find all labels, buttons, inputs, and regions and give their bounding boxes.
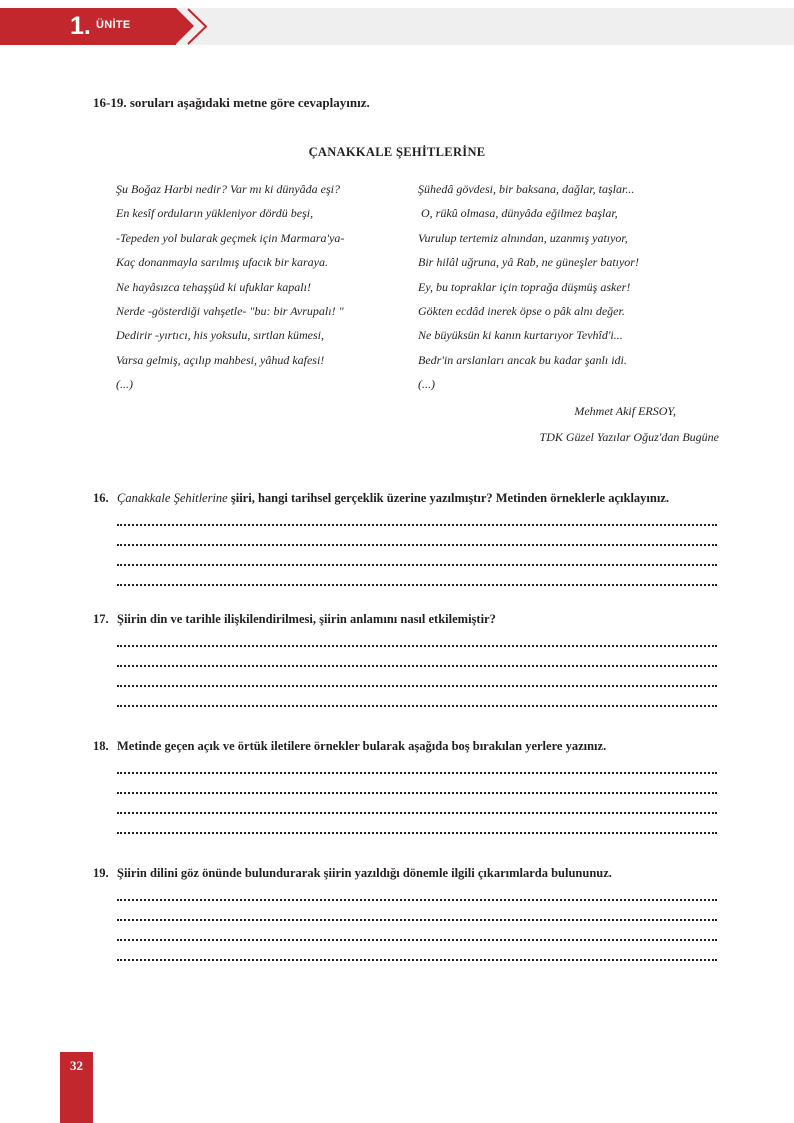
question-text: şiiri, hangi tarihsel gerçeklik üzerine yazılmıştır? Metinden örneklerle açıklayınız. xyxy=(227,491,669,505)
question-number: 16. xyxy=(93,491,109,505)
question-text: Şiirin din ve tarihle ilişkilendirilmesi, şiirin anlamını nasıl etkilemiştir? xyxy=(117,612,496,626)
poem-line: Şühedâ gövdesi, bir baksana, dağlar, taşlar... xyxy=(418,182,635,196)
poem-line: En kesîf orduların yükleniyor dördü beşi, xyxy=(116,206,314,221)
poem-title: ÇANAKKALE ŞEHİTLERİNE xyxy=(308,145,486,159)
answer-line[interactable] xyxy=(117,627,717,647)
poem-line: Bedr'in arslanları ancak bu kadar şanlı idi. xyxy=(418,352,627,367)
question-number: 19. xyxy=(93,866,109,880)
poem-ellipsis: (...) xyxy=(418,377,435,392)
page-number: 32 xyxy=(70,1058,83,1073)
poem-line: Nerde -gösterdiği vahşetle- "bu: bir Avrupalı! " xyxy=(116,303,344,318)
answer-area-19[interactable] xyxy=(117,881,717,961)
question-italic-title: Çanakkale Şehitlerine xyxy=(117,491,228,505)
poem-line: Varsa gelmiş, açılıp mahbesi, yâhud kafesi! xyxy=(116,352,325,367)
poem-line: Kaç donanmayla sarılmış ufacık bir karaya. xyxy=(116,255,328,270)
poem-ellipsis: (...) xyxy=(116,377,133,392)
instruction-text: 16-19. soruları aşağıdaki metne göre cevaplayınız. xyxy=(93,95,370,110)
answer-line[interactable] xyxy=(117,506,717,526)
answer-line[interactable] xyxy=(117,687,717,707)
poem-line: -Tepeden yol bularak geçmek için Marmara'ya- xyxy=(116,230,345,245)
answer-area-16[interactable] xyxy=(117,506,717,586)
unit-number: 1. xyxy=(70,12,91,40)
unit-label: ÜNİTE xyxy=(96,19,131,31)
answer-line[interactable] xyxy=(117,667,717,687)
answer-area-17[interactable] xyxy=(117,627,717,707)
poem-left-column xyxy=(116,177,344,397)
question-text: Metinde geçen açık ve örtük iletilere örnekler bularak aşağıda boş bırakılan yerlere yazınız. xyxy=(117,739,607,753)
poem-right-column xyxy=(418,177,639,397)
poem-line: Vurulup tertemiz alnından, uzanmış yatıyor, xyxy=(418,230,628,245)
answer-line[interactable] xyxy=(117,526,717,546)
answer-line[interactable] xyxy=(117,774,717,794)
poem-line: Dedirir -yırtıcı, his yoksulu, sırtlan kümesi, xyxy=(116,328,324,343)
poem-line: Ne hayâsızca tehaşşüd ki ufuklar kapalı! xyxy=(116,279,311,294)
answer-line[interactable] xyxy=(117,814,717,834)
answer-line[interactable] xyxy=(117,566,717,586)
answer-line[interactable] xyxy=(117,546,717,566)
question-text: Şiirin dilini göz önünde bulundurarak şiirin yazıldığı dönemle ilgili çıkarımlarda bulununuz. xyxy=(117,866,612,880)
answer-line[interactable] xyxy=(117,647,717,667)
answer-line[interactable] xyxy=(117,901,717,921)
poem-line: Bir hilâl uğruna, yâ Rab, ne güneşler batıyor! xyxy=(418,255,639,270)
answer-area-18[interactable] xyxy=(117,754,717,834)
question-19 xyxy=(93,866,723,881)
question-17 xyxy=(93,612,723,627)
poem-author: Mehmet Akif ERSOY, xyxy=(574,404,676,418)
answer-line[interactable] xyxy=(117,921,717,941)
answer-line[interactable] xyxy=(117,941,717,961)
poem-line: Ne büyüksün ki kanın kurtarıyor Tevhîd'i... xyxy=(418,328,623,343)
question-number: 18. xyxy=(93,739,109,753)
chevron-right-icon xyxy=(186,8,208,45)
poem-source: TDK Güzel Yazılar Oğuz'dan Bugüne xyxy=(539,430,719,444)
poem-line: Şu Boğaz Harbi nedir? Var mı ki dünyâda eşi? xyxy=(116,182,340,196)
answer-line[interactable] xyxy=(117,754,717,774)
question-18 xyxy=(93,739,723,754)
poem-line: O, rükû olmasa, dünyâda eğilmez başlar, xyxy=(418,206,618,221)
poem-line: Ey, bu topraklar için toprağa düşmüş asker! xyxy=(418,279,631,294)
question-16 xyxy=(93,491,723,506)
answer-line[interactable] xyxy=(117,794,717,814)
answer-line[interactable] xyxy=(117,881,717,901)
poem-line: Gökten ecdâd inerek öpse o pâk alnı değer. xyxy=(418,303,625,318)
question-number: 17. xyxy=(93,612,109,626)
